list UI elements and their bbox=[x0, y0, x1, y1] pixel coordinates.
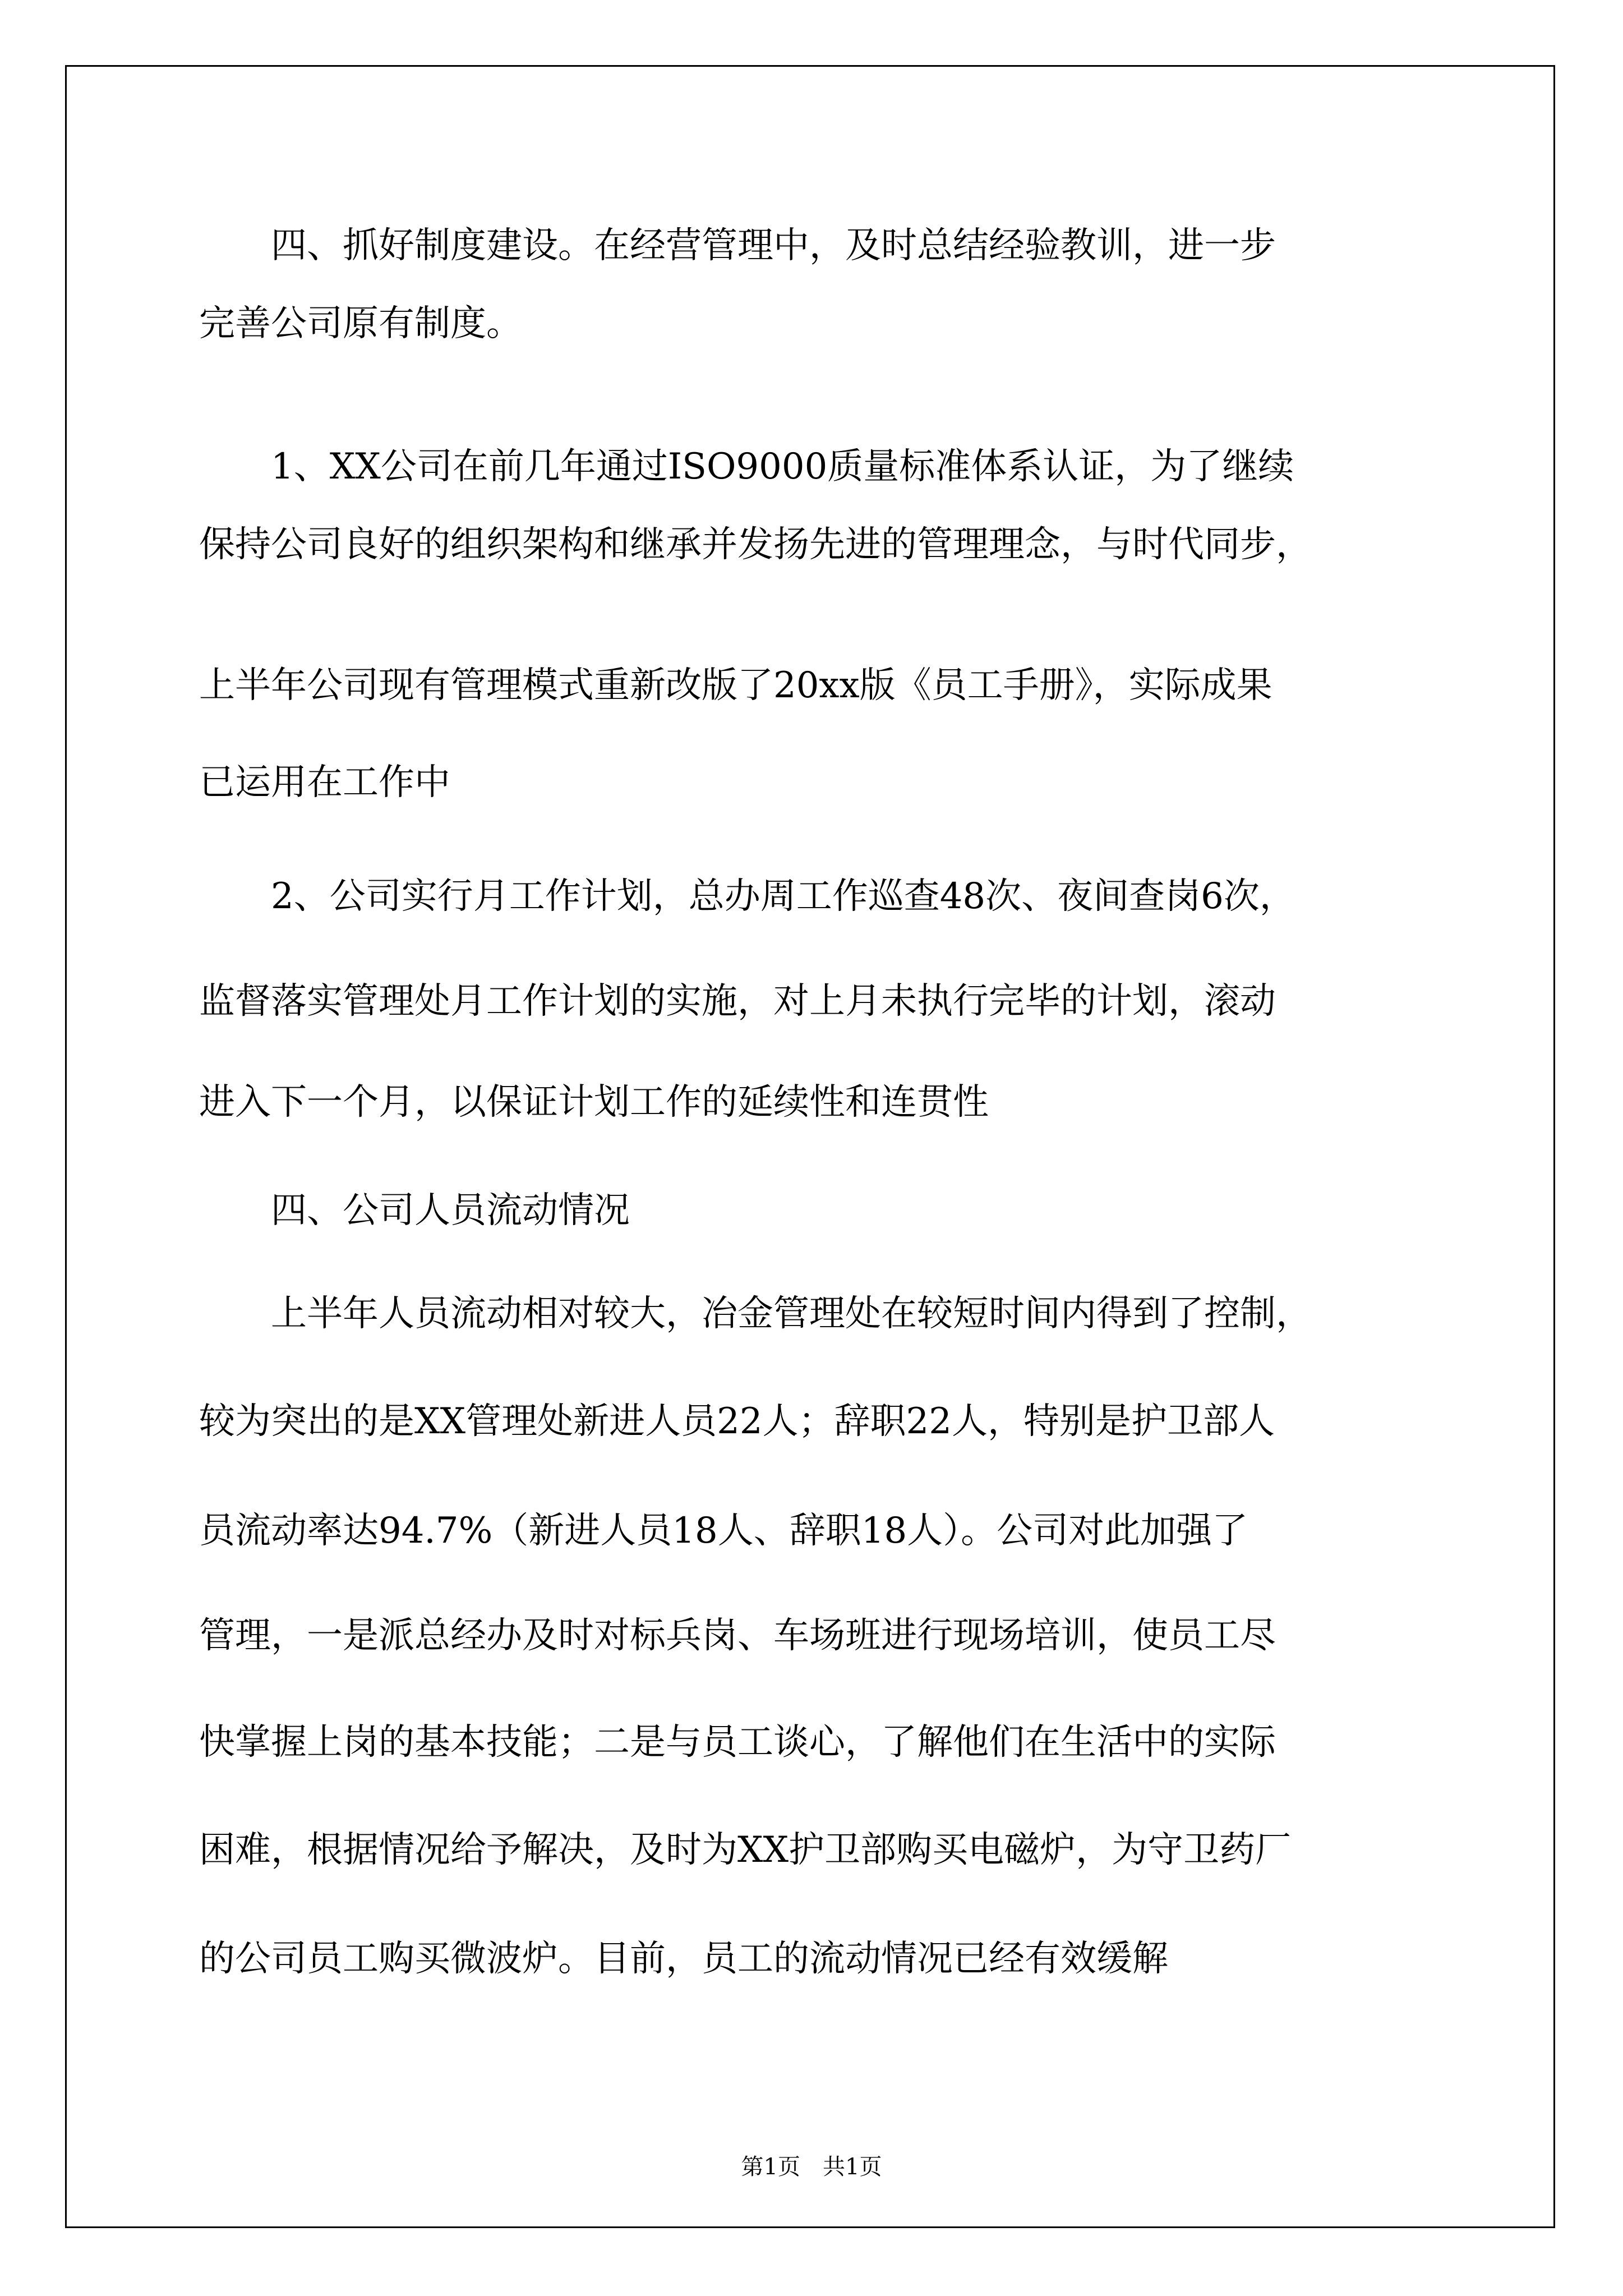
body-line: 管理，一是派总经办及时对标兵岗、车场班进行现场培训，使员工尽 bbox=[199, 1615, 1276, 1657]
body-line: 困难，根据情况给予解决，及时为XX护卫部购买电磁炉，为守卫药厂 bbox=[199, 1829, 1292, 1871]
body-line: 进入下一个月，以保证计划工作的延续性和连贯性 bbox=[199, 1082, 989, 1123]
body-line: 完善公司原有制度。 bbox=[199, 303, 522, 344]
body-line: 上半年人员流动相对较大，冶金管理处在较短时间内得到了控制， bbox=[199, 1293, 1312, 1335]
body-line: 已运用在工作中 bbox=[199, 762, 450, 803]
page-number-footer: 第1页 共1页 bbox=[741, 2154, 882, 2180]
body-line: 员流动率达94.7%（新进人员18人、辞职18人）。公司对此加强了 bbox=[199, 1510, 1248, 1552]
body-line: 监督落实管理处月工作计划的实施，对上月未执行完毕的计划，滚动 bbox=[199, 981, 1276, 1022]
page-border bbox=[65, 65, 1555, 2228]
body-line: 2、公司实行月工作计划，总办周工作巡查48次、夜间查岗6次， bbox=[199, 876, 1295, 917]
body-line: 快掌握上岗的基本技能；二是与员工谈心，了解他们在生活中的实际 bbox=[199, 1722, 1276, 1763]
body-line: 1、XX公司在前几年通过ISO9000质量标准体系认证，为了继续 bbox=[199, 446, 1294, 487]
body-line: 较为突出的是XX管理处新进人员22人；辞职22人，特别是护卫部人 bbox=[199, 1401, 1275, 1442]
body-line: 四、抓好制度建设。在经营管理中，及时总结经验教训，进一步 bbox=[199, 225, 1276, 266]
body-line: 保持公司良好的组织架构和继承并发扬先进的管理理念，与时代同步， bbox=[199, 524, 1312, 565]
body-line: 四、公司人员流动情况 bbox=[199, 1190, 630, 1231]
body-line: 上半年公司现有管理模式重新改版了20xx版《员工手册》，实际成果 bbox=[199, 665, 1272, 706]
body-line: 的公司员工购买微波炉。目前，员工的流动情况已经有效缓解 bbox=[199, 1938, 1168, 1980]
